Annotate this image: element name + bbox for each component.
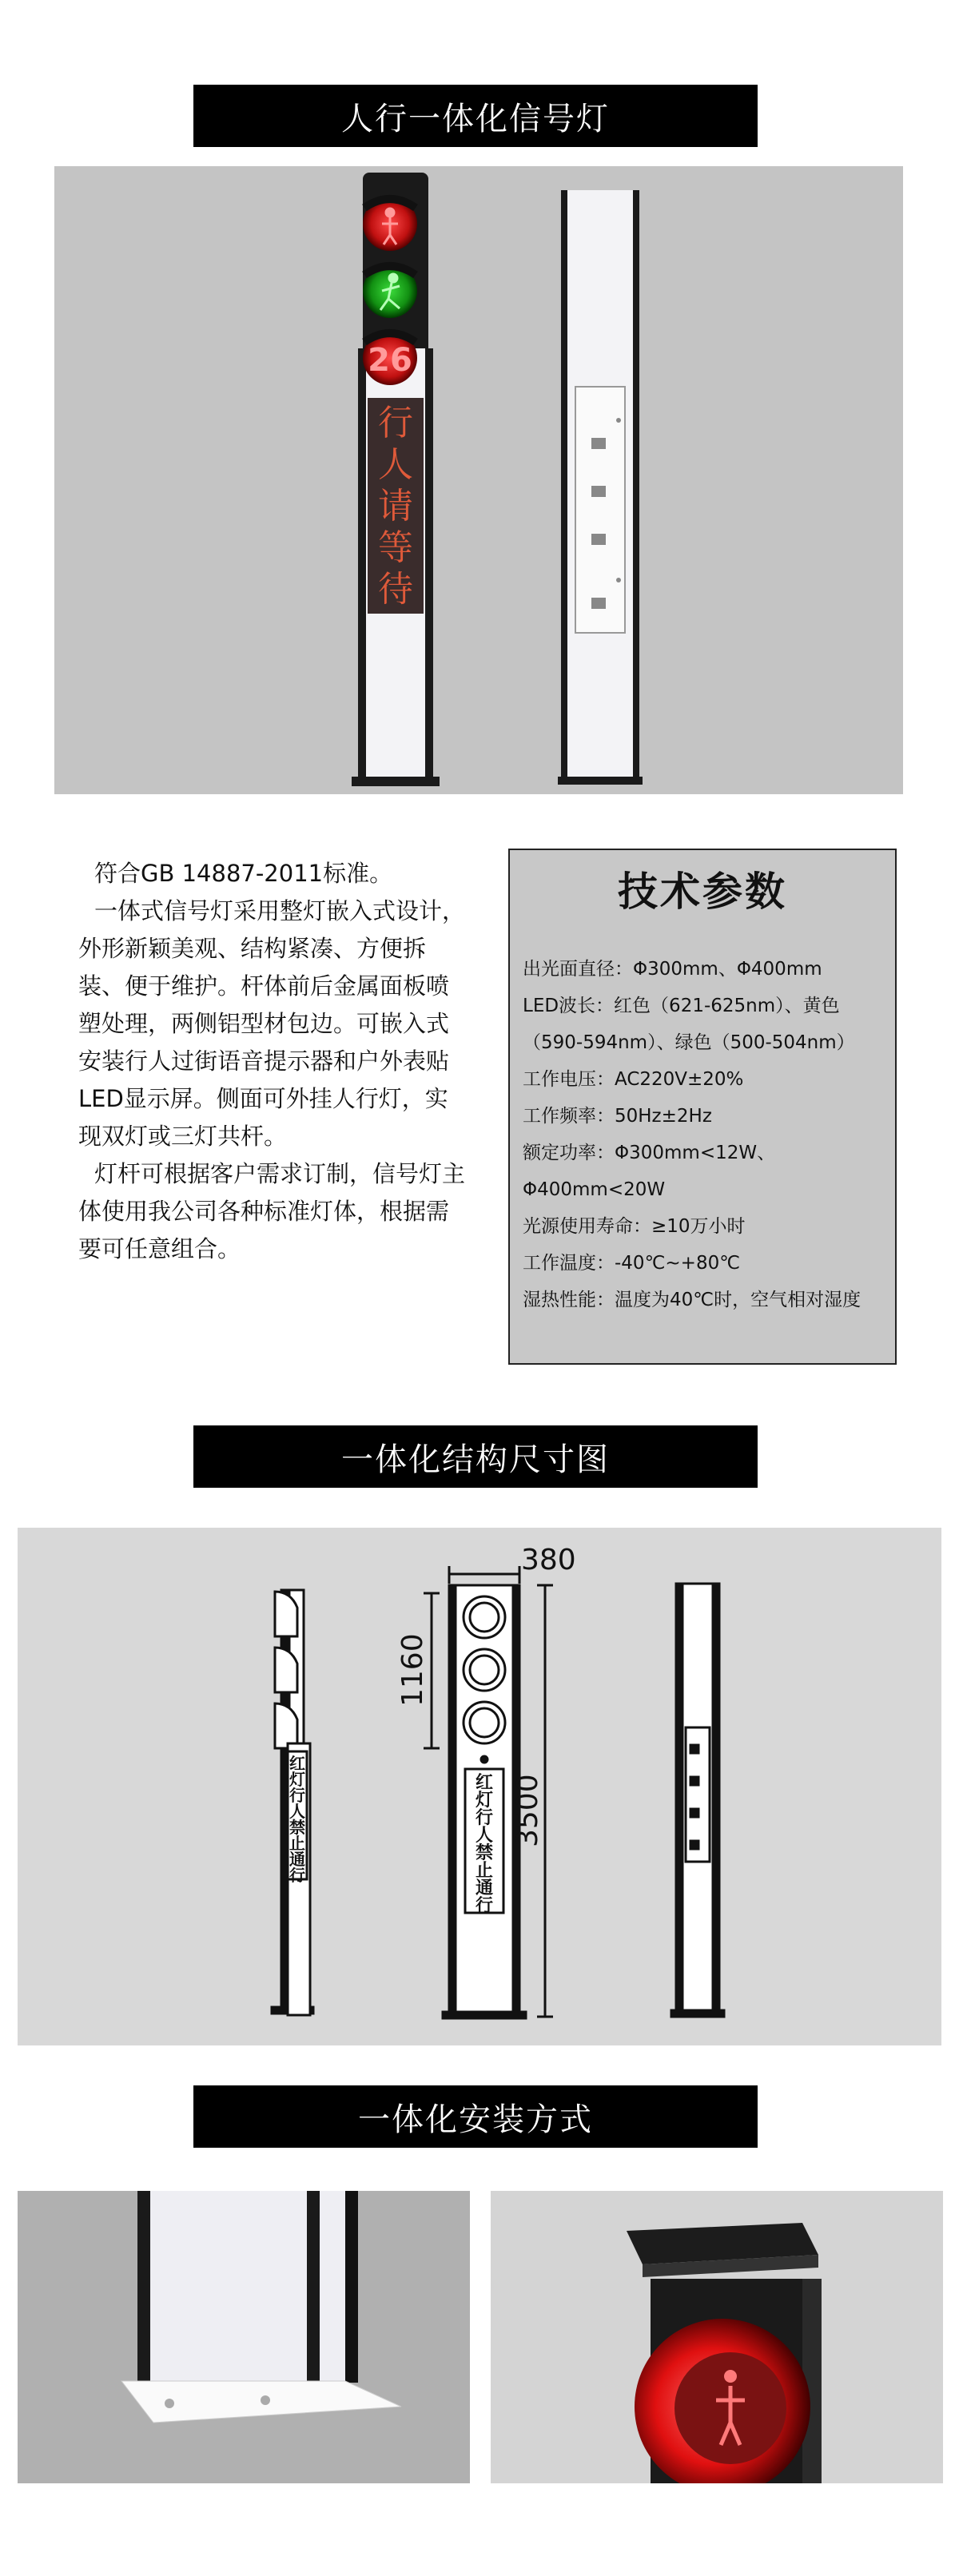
- led-char: 请: [378, 486, 413, 527]
- install-base-image: [18, 2191, 470, 2483]
- front-sign-char: 止: [475, 1861, 494, 1881]
- led-char: 人: [378, 444, 413, 485]
- spec-list: [523, 951, 890, 1318]
- spec-item: 工作温度：-40℃~+80℃: [523, 1253, 741, 1274]
- side-sign-char: 止: [289, 1834, 305, 1853]
- intro-text: [78, 855, 470, 1268]
- spec-item: 工作频率：50Hz±2Hz: [523, 1106, 712, 1127]
- front-sign-char: 行: [475, 1896, 494, 1916]
- front-sign-char: 通: [475, 1878, 494, 1898]
- front-sign-char: 灯: [475, 1791, 494, 1811]
- product-title: 人行一体化信号灯: [341, 100, 610, 137]
- spec-item: 湿热性能：温度为40℃时，空气相对湿度: [523, 1290, 862, 1310]
- countdown-number: 26: [368, 342, 412, 379]
- side-sign-char: 禁: [289, 1818, 305, 1837]
- spec-item: 工作电压：AC220V±20%: [523, 1069, 744, 1090]
- spec-item: 出光面直径：Φ300mm、Φ400mm: [523, 959, 822, 980]
- structure-title: 一体化结构尺寸图: [341, 1441, 610, 1478]
- spec-item: 光源使用寿命：≥10万小时: [523, 1216, 746, 1237]
- rear-access-panel: [575, 387, 625, 633]
- product-render: [54, 166, 903, 794]
- side-sign-char: 人: [289, 1802, 305, 1821]
- structure-title-banner: [193, 1425, 758, 1488]
- install-title: 一体化安装方式: [358, 2101, 593, 2138]
- spec-box: [508, 849, 897, 1365]
- rear-view: [671, 1584, 724, 2017]
- spec-item: 额定功率：Φ300mm<12W、Φ400mm<20W: [523, 1143, 776, 1200]
- install-head-image: [491, 2191, 943, 2483]
- front-sign-char: 禁: [475, 1843, 494, 1863]
- spec-item: LED波长：红色（621-625nm）、黄色（590-594nm）、绿色（500-504nm）: [523, 996, 855, 1053]
- side-sign-char: 通: [289, 1850, 305, 1869]
- led-char: 行: [378, 403, 413, 443]
- dim-head-label: 1160: [396, 1633, 429, 1707]
- front-sign-char: 人: [475, 1826, 494, 1846]
- dimension-drawing-panel: [18, 1528, 941, 2045]
- led-char: 待: [378, 569, 413, 610]
- front-pole: [352, 173, 440, 786]
- spec-title: 技术参数: [618, 869, 787, 915]
- install-title-banner: [193, 2085, 758, 2148]
- rear-pole: [558, 190, 643, 785]
- front-sign-char: 行: [475, 1808, 494, 1828]
- intro-paragraph-standard: 符合GB 14887-2011标准。: [94, 860, 393, 887]
- intro-paragraph-custom: 灯杆可根据客户需求订制，信号灯主体使用我公司各种标准灯体，根据需要可任意组合。: [78, 1160, 466, 1262]
- front-sign-char: 红: [475, 1773, 494, 1793]
- product-image-panel: [54, 166, 903, 794]
- intro-paragraph-design: 一体式信号灯采用整灯嵌入式设计，外形新颖美观、结构紧凑、方便拆装、便于维护。杆体前后金属面板喷塑处理，两侧铝型材包边。可嵌入式安装行人过街语音提示器和户外表贴LED显示屏。侧面可外挂人行灯，实现双灯或三灯共杆。: [78, 897, 466, 1150]
- side-sign-char: 行: [289, 1866, 305, 1885]
- dimension-drawing: [18, 1528, 941, 2045]
- side-sign-char: 行: [289, 1786, 305, 1805]
- dim-width-label: 380: [521, 1544, 576, 1576]
- led-char: 等: [378, 527, 413, 568]
- base-mount-render: [18, 2191, 470, 2483]
- side-sign-char: 红: [289, 1754, 305, 1773]
- side-sign-char: 灯: [289, 1770, 305, 1789]
- head-mount-render: [491, 2191, 943, 2483]
- product-title-banner: [193, 85, 758, 147]
- dim-total-label: 3500: [511, 1774, 544, 1847]
